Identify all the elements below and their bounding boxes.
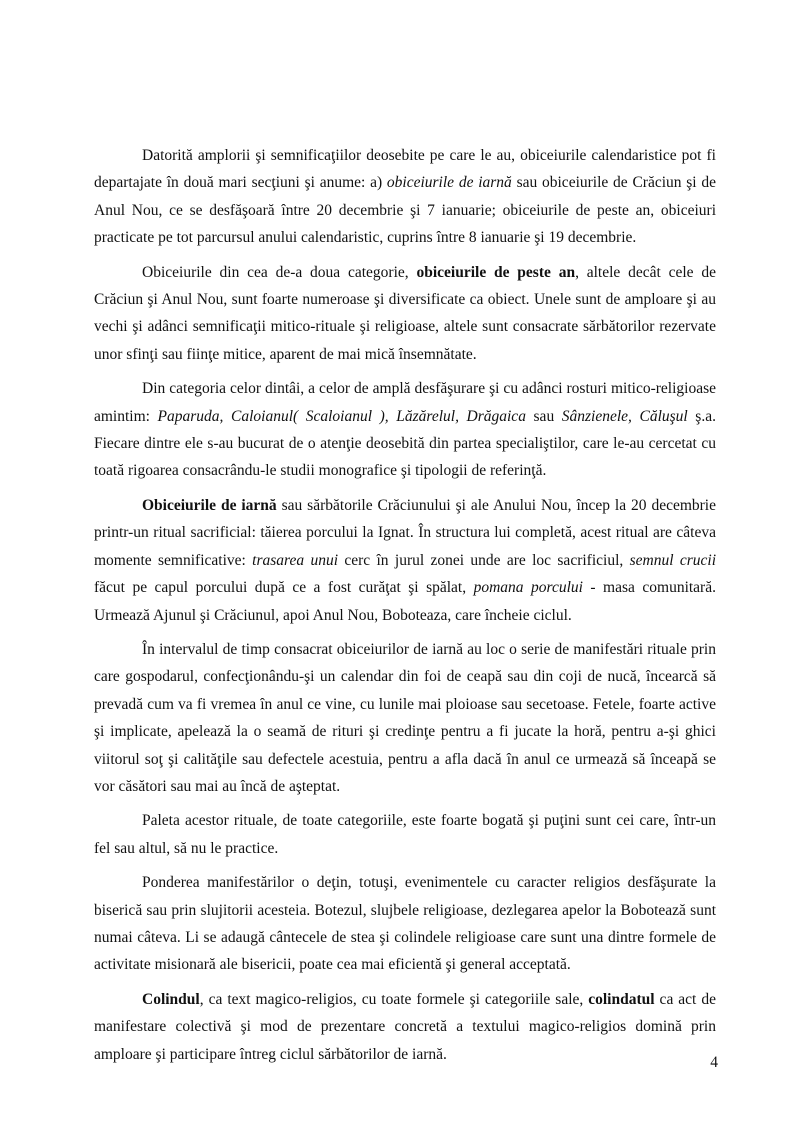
text-run: , altele decât cele de Crăciun şi Anul Nou, sunt foarte numeroase şi diversificate ca obiect. Unele sunt de amploare şi au vechi şi adânci semnificaţii mitico-rituale şi religioase, altele sunt consacrate sărbătorilor rezervate unor sfinţi sau fiinţe mitice, aparent de mai mică însemnătate. bbox=[94, 263, 716, 363]
text-run: - masa comunitară. Urmează Ajunul şi Crăciunul, apoi Anul Nou, Boboteaza, care încheie ciclul. bbox=[94, 579, 716, 624]
text-run: făcut pe capul porcului după ce a fost curăţat şi spălat, bbox=[94, 579, 474, 597]
text-run: sau bbox=[525, 407, 562, 425]
paragraph bbox=[94, 492, 716, 629]
text-run: cerc în jurul zonei unde are loc sacrificiul, bbox=[338, 551, 630, 569]
bold-term: colindatul bbox=[588, 990, 655, 1008]
italic-term: Sânzienele, Căluşul bbox=[561, 407, 688, 425]
text-run: Datorită amplorii şi semnificaţiilor deosebite pe care le au, obiceiurile calendaristice pot fi departajate în două mari secţiuni şi anume: a) bbox=[94, 147, 716, 192]
text-run: Ponderea manifestărilor o deţin, totuşi, evenimentele cu caracter religios desfăşurate la biserică sau prin slujitorii acesteia. Botezul, slujbele religioase, dezlegarea apelor la Bobotează sunt numai câteva. Li se adaugă cântecele de stea şi colindele religioase care sunt una dintre formele de activitate misionară ale bisericii, poate cea mai eficientă şi general acceptată. bbox=[94, 874, 716, 974]
bold-term: Colindul bbox=[142, 990, 200, 1008]
text-run: Obiceiurile din cea de-a doua categorie, bbox=[142, 263, 417, 281]
body-text bbox=[94, 142, 716, 1075]
bold-term: obiceiurile de peste an bbox=[416, 263, 576, 281]
paragraph bbox=[94, 142, 716, 252]
paragraph bbox=[94, 375, 716, 485]
paragraph bbox=[94, 636, 716, 800]
paragraph bbox=[94, 986, 716, 1068]
text-run: sau sărbătorile Crăciunului şi ale Anului Nou, încep la 20 decembrie printr-un ritual sacrificial: tăierea porcului la Ignat. În structura lui completă, acest ritual are câteva momente semnificative: bbox=[94, 496, 716, 569]
page-number: 4 bbox=[710, 1054, 718, 1071]
text-run: ca act de manifestare colectivă şi mod de prezentare concretă a textului magico-religios domină prin amploare şi participare întreg ciclul sărbătorilor de iarnă. bbox=[94, 990, 716, 1063]
text-run: sau obiceiurile de Crăciun şi de Anul Nou, ce se desfăşoară între 20 decembrie şi 7 ianuarie; obiceiurile de peste an, obiceiuri practicate pe tot parcursul anului calendaristic, cuprins între 8 ianuarie şi 19 decembrie. bbox=[94, 174, 717, 247]
bold-term: Obiceiurile de iarnă bbox=[142, 496, 277, 514]
italic-term: pomana porcului bbox=[473, 579, 583, 597]
paragraph bbox=[94, 259, 716, 369]
text-run: În intervalul de timp consacrat obiceiurilor de iarnă au loc o serie de manifestări rituale prin care gospodarul, confecţionându-şi un calendar din foi de ceapă sau din coji de nucă, încearcă să prevadă cum va fi vremea în anul ce vine, cu lunile mai ploioase sau secetoase. Fetele, foarte active şi implicate, apelează la o seamă de rituri şi credinţe pentru a fi jucate la horă, pentru a-şi ghici viitorul soţ şi calităţile sau defectele acestuia, pentru a afla dacă în anul ce urmează să înceapă se vor căsători sau mai au încă de aşteptat. bbox=[94, 640, 716, 795]
italic-term: semnul crucii bbox=[629, 551, 716, 569]
italic-term: trasarea unui bbox=[252, 551, 339, 569]
paragraph bbox=[94, 869, 716, 979]
text-run: , ca text magico-religios, cu toate formele şi categoriile sale, bbox=[199, 990, 589, 1008]
paragraph bbox=[94, 807, 716, 862]
text-run: Din categoria celor dintâi, a celor de amplă desfăşurare şi cu adânci rosturi mitico-religioase amintim: bbox=[94, 380, 716, 425]
italic-term: Paparuda, Caloianul( Scaloianul ), Lăzărelul, Drăgaica bbox=[157, 407, 526, 425]
text-run: ş.a. Fiecare dintre ele s-au bucurat de o atenţie deosebită din partea specialiştilor, care le-au cercetat cu toată rigoarea consacrându-le studii monografice şi tipologii de referinţă. bbox=[94, 407, 716, 480]
text-run: Paleta acestor rituale, de toate categoriile, este foarte bogată şi puţini sunt cei care, într-un fel sau altul, să nu le practice. bbox=[94, 812, 716, 857]
italic-term: obiceiurile de iarnă bbox=[386, 174, 512, 192]
